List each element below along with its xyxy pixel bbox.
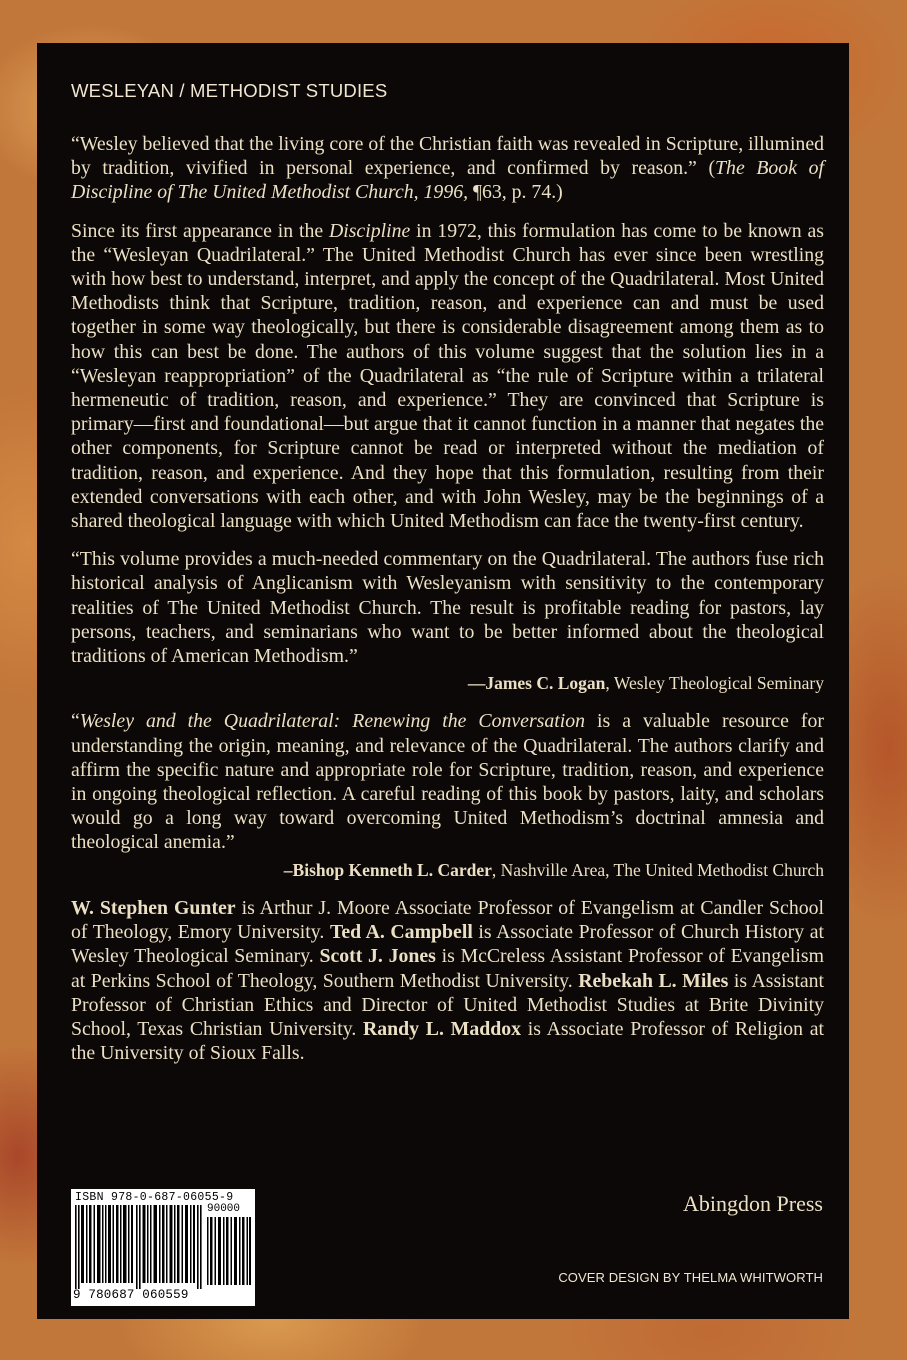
description: Since its first appearance in the Discipline in 1972, this formulation has come to be known as the “Wesleyan Quadrilateral.” The United Methodist Church has ever since been wrestling with how best to understand, interpret, and apply the concept of the Quadrilateral. Most United Methodists think that Scripture, tradition, reason, and experience can and must be used together in some way theologically, but there is considerable disagreement among them as to how this can best be done. The authors of this volume suggest that the solution lies in a “Wesleyan reappropriation” of the Quadrilateral as “the rule of Scripture within a trilateral hermeneutic of tradition, reason, and experience.” They are convinced that Scripture is primary—first and foundational—but argue that it cannot function in a manner that negates the other components, for Scripture cannot be read or interpreted without the mediation of tradition, reason, and experience. And they hope that this formulation, resulting from their extended conversations with each other, and with John Wesley, may be the beginnings of a shared theological language with which United Methodism can face the twenty-first century.	[71, 219, 824, 533]
series-label: WESLEYAN / METHODIST STUDIES	[71, 80, 388, 101]
cover-design-credit: COVER DESIGN BY THELMA WHITWORTH	[558, 1270, 823, 1285]
cover-text	[71, 132, 824, 1079]
opening-quote: “Wesley believed that the living core of the Christian faith was revealed in Scripture, illumined by tradition, vivified in personal experience, and confirmed by reason.” (The Book of Discipline of The United Methodist Church, 1996, ¶63, p. 74.)	[71, 133, 824, 204]
publisher-name: Abingdon Press	[683, 1191, 823, 1216]
barcode-digits: 9 780687 060559	[73, 1288, 189, 1302]
isbn-number: ISBN 978-0-687-06055-9	[75, 1191, 234, 1204]
endorsement-logan: “This volume provides a much-needed commentary on the Quadrilateral. The authors fuse rich historical analysis of Anglicanism with Wesleyanism with sensitivity to the contemporary realities of The United Methodist Church. The result is profitable reading for pastors, lay persons, teachers, and seminarians who want to be better informed about the theological traditions of American Methodism.”	[71, 548, 824, 668]
endorsement-logan-attribution: —James C. Logan, Wesley Theological Seminary	[467, 673, 824, 694]
isbn-barcode	[71, 1189, 255, 1306]
back-cover-panel	[37, 43, 849, 1319]
endorsement-carder: “Wesley and the Quadrilateral: Renewing the Conversation is a valuable resource for understanding the origin, meaning, and relevance of the Quadrilateral. The authors clarify and affirm the specific nature and appropriate role for Scripture, tradition, reason, and experience in ongoing theological reflection. A careful reading of this book by pastors, laity, and scholars would go a long way toward overcoming United Methodism’s doctrinal amnesia and theological anemia.”	[71, 710, 824, 854]
price-code: 90000	[207, 1203, 241, 1215]
author-bios: W. Stephen Gunter is Arthur J. Moore Associate Professor of Evangelism at Candler School of Theology, Emory University. Ted A. Campbell is Associate Professor of Church History at Wesley Theological Seminary. Scott J. Jones is McCreless Assistant Professor of Evangelism at Perkins School of Theology, Southern Methodist University. Rebekah L. Miles is Assistant Professor of Christian Ethics and Director of United Methodist Studies at Brite Divinity School, Texas Christian University. Randy L. Maddox is Associate Professor of Religion at the University of Sioux Falls.	[71, 896, 824, 1065]
barcode-bars-icon	[75, 1205, 203, 1289]
addon-barcode-icon	[207, 1217, 251, 1285]
endorsement-carder-attribution: –Bishop Kenneth L. Carder, Nashville Area, The United Methodist Church	[283, 859, 824, 880]
